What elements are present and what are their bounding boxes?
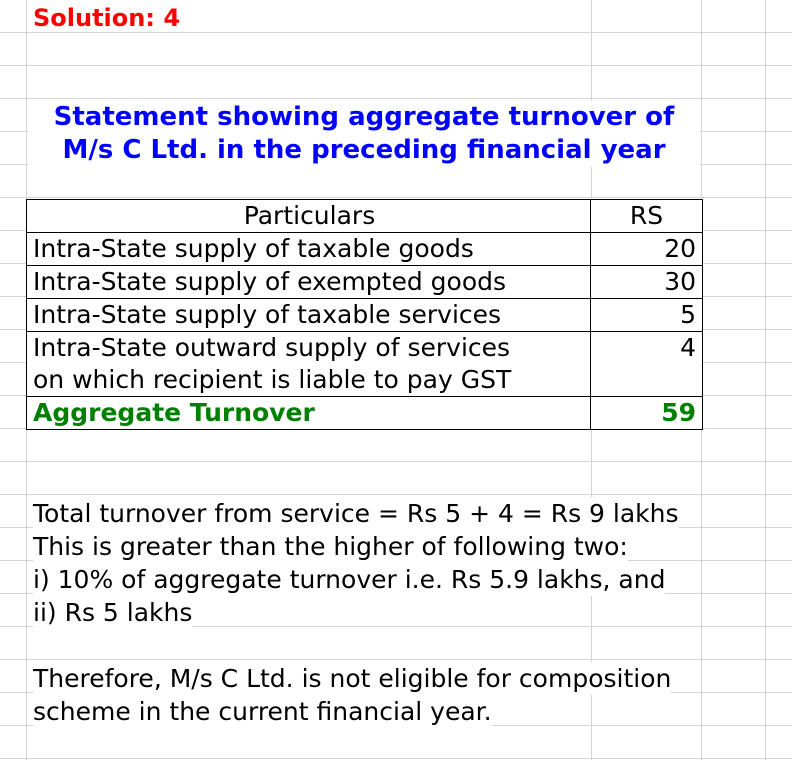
row-amount: 20: [591, 233, 703, 266]
explanation-line-4: ii) Rs 5 lakhs: [33, 598, 193, 627]
row-particulars-line-1: Intra-State outward supply of services: [33, 333, 511, 362]
row-amount: 5: [591, 299, 703, 332]
row-particulars: Intra-State supply of exempted goods: [27, 266, 591, 299]
row-particulars: [27, 332, 591, 397]
table-header-row: [27, 200, 703, 233]
table-row: [27, 299, 703, 332]
conclusion-line-2: scheme in the current financial year.: [33, 697, 492, 726]
row-amount: 4: [591, 332, 703, 397]
conclusion-line-1: Therefore, M/s C Ltd. is not eligible for composition: [33, 664, 672, 693]
explanation-line-1: Total turnover from service = Rs 5 + 4 = Rs 9 lakhs: [33, 499, 679, 528]
table-row: [27, 332, 703, 397]
table-row: [27, 266, 703, 299]
explanation-line-2: This is greater than the higher of following two:: [33, 532, 628, 561]
table-row: [27, 233, 703, 266]
row-particulars: Intra-State supply of taxable goods: [27, 233, 591, 266]
solution-label: Solution: 4: [33, 4, 184, 32]
header-amount: RS: [591, 200, 703, 233]
total-row: [27, 397, 703, 430]
row-particulars: Intra-State supply of taxable services: [27, 299, 591, 332]
row-amount: 30: [591, 266, 703, 299]
heading-line-1: Statement showing aggregate turnover of: [28, 101, 700, 134]
turnover-table: [26, 199, 703, 430]
total-amount: 59: [591, 397, 703, 430]
heading-line-2: M/s C Ltd. in the preceding financial year: [28, 134, 700, 167]
row-particulars-line-2: on which recipient is liable to pay GST: [33, 365, 512, 394]
header-particulars: Particulars: [27, 200, 591, 233]
total-label: Aggregate Turnover: [27, 397, 591, 430]
explanation-line-3: i) 10% of aggregate turnover i.e. Rs 5.9 lakhs, and: [33, 565, 666, 594]
